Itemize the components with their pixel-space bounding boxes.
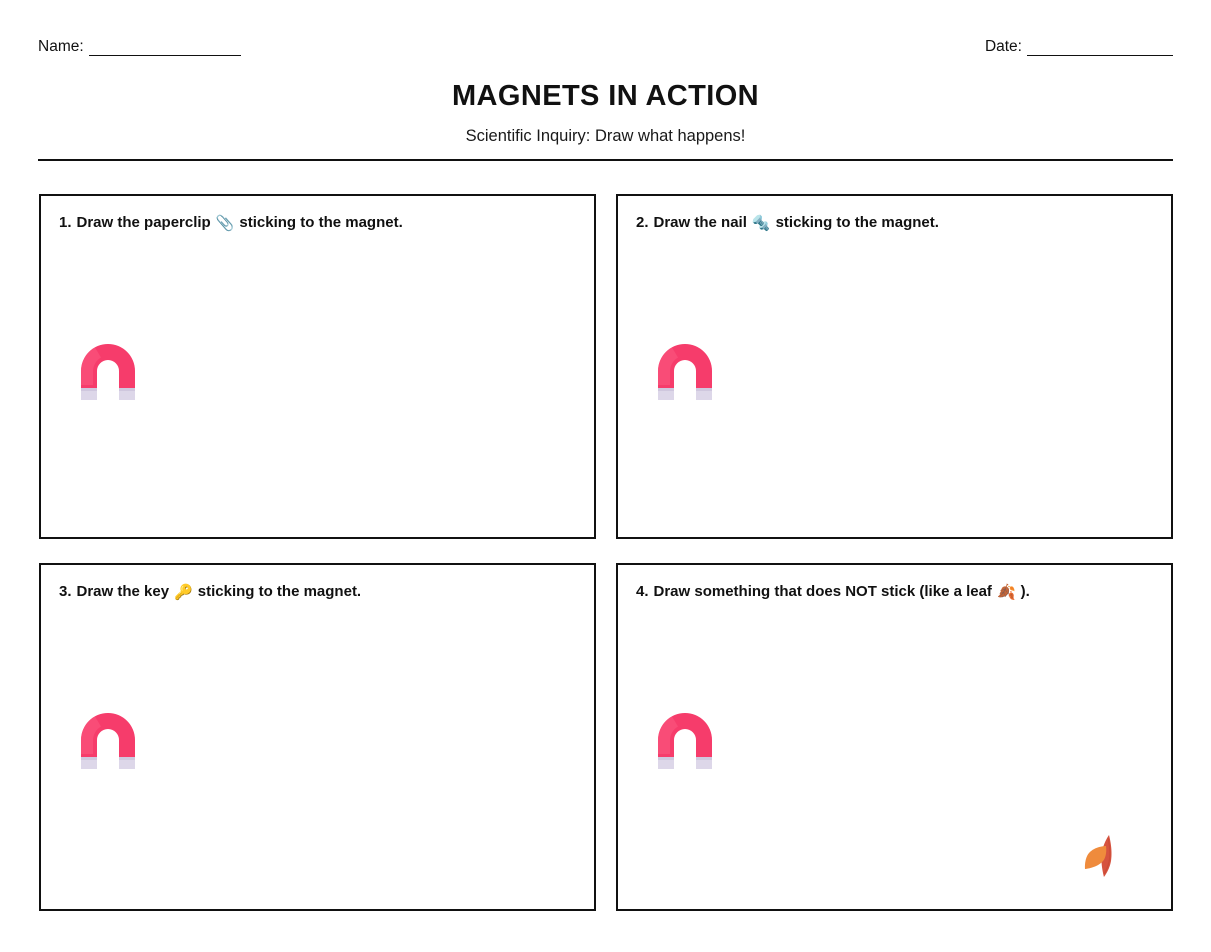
meta-row [38,38,1173,62]
key-emoji: 🔑 [174,583,193,601]
activity-box-2[interactable] [616,194,1173,539]
header-divider [38,159,1173,161]
activity-number-1: 1. [59,214,72,231]
activity-text-after-2: sticking to the magnet. [775,214,939,231]
activity-number-3: 3. [59,583,72,600]
activity-text-after-4: ). [1020,583,1030,600]
activity-text-before-2: Draw the nail [653,214,747,231]
activity-text-before-3: Draw the key [76,583,170,600]
name-write-line[interactable] [89,41,241,56]
horseshoe-magnet-drawing [652,338,718,410]
date-field-group [985,38,1173,56]
activity-prompt-3 [59,582,582,602]
activity-number-4: 4. [636,583,649,600]
horseshoe-magnet-drawing [75,707,141,779]
page-subtitle: Scientific Inquiry: Draw what happens! [465,127,746,145]
activity-box-3[interactable] [39,563,596,911]
nail-emoji: 🔩 [751,214,771,232]
horseshoe-magnet-drawing [75,338,141,410]
page-title: MAGNETS IN ACTION [452,80,759,112]
activity-text-before-1: Draw the paperclip [76,214,211,231]
paperclip-emoji: 📎 [215,214,235,232]
activity-text-after-1: sticking to the magnet. [239,214,403,231]
name-label: Name: [38,38,84,55]
activity-prompt-1 [59,213,582,233]
leaf-icon [1079,829,1133,883]
activity-box-4[interactable] [616,563,1173,911]
date-label: Date: [984,38,1022,55]
activity-text-before-4: Draw something that does NOT stick (like a leaf [653,583,992,600]
horseshoe-magnet-drawing [652,707,718,779]
activity-box-1[interactable] [39,194,596,539]
activity-prompt-4 [636,582,1159,602]
name-field-group [38,38,241,56]
activity-prompt-2 [636,213,1159,233]
date-write-line[interactable] [1027,41,1173,56]
activity-number-2: 2. [636,214,649,231]
leaf-emoji: 🍂 [996,583,1016,601]
activity-text-after-3: sticking to the magnet. [197,583,362,600]
